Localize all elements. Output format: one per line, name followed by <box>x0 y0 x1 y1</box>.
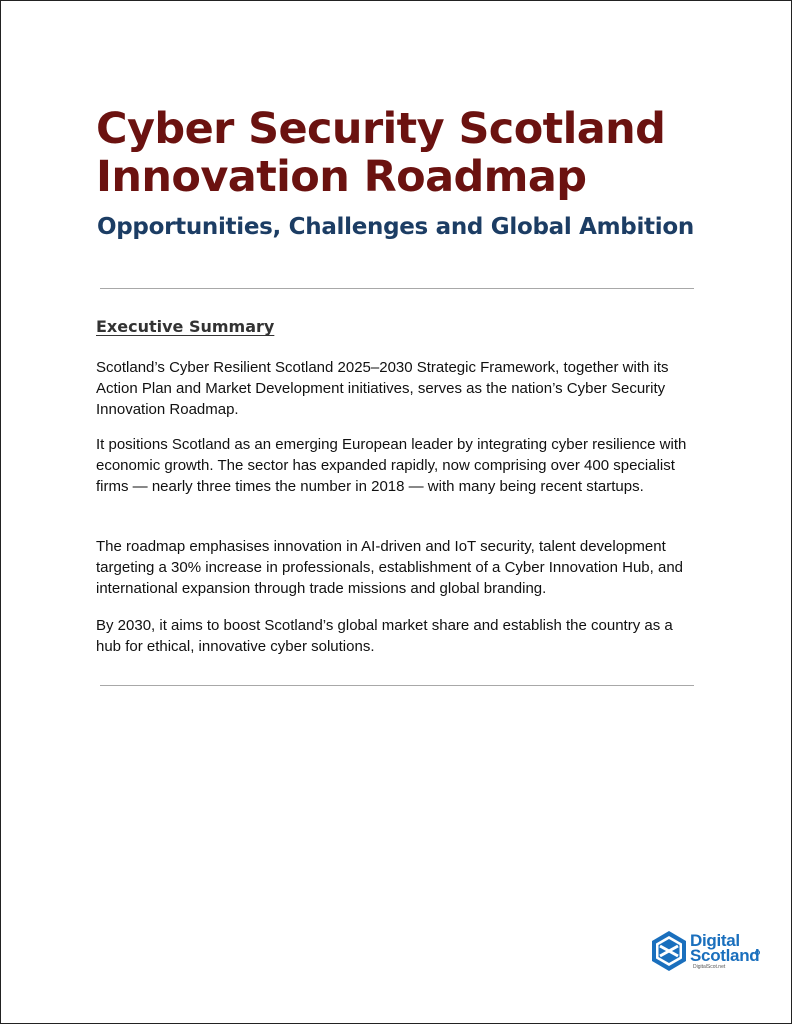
title-line-2: Innovation Roadmap <box>96 152 587 202</box>
section-heading-executive-summary: Executive Summary <box>96 317 275 336</box>
digital-scotland-logo <box>649 929 761 973</box>
summary-paragraph: The roadmap emphasises innovation in AI-driven and IoT security, talent development targeting a 30% increase in professionals, establishment of a Cyber Innovation Hub, and international expansion through trade missions and global branding. <box>96 538 684 597</box>
logo-word-scotland: Scotland <box>690 946 760 965</box>
logo-word-digital: Digital <box>690 931 740 950</box>
summary-paragraph: It positions Scotland as an emerging European leader by integrating cyber resilience with economic growth. The sector has expanded rapidly, now comprising over 400 specialist firms — nearly three times the number in 2018 — with many being recent startups. <box>96 436 687 495</box>
summary-paragraph: Scotland’s Cyber Resilient Scotland 2025–2030 Strategic Framework, together with its Action Plan and Market Development initiatives, serves as the nation’s Cyber Security Innovation Roadmap. <box>96 359 669 418</box>
document-title <box>96 105 665 201</box>
logo-url: DigitalScot.net <box>693 964 726 970</box>
bottom-divider <box>100 685 694 686</box>
title-line-1: Cyber Security Scotland <box>96 104 666 154</box>
saltire-hexagon-icon <box>649 929 689 973</box>
top-divider <box>100 288 694 289</box>
logo-circuit-dot-icon <box>755 950 760 955</box>
summary-paragraph: By 2030, it aims to boost Scotland’s global market share and establish the country as a hub for ethical, innovative cyber solutions. <box>96 617 673 655</box>
document-subtitle: Opportunities, Challenges and Global Ambition <box>97 214 694 240</box>
